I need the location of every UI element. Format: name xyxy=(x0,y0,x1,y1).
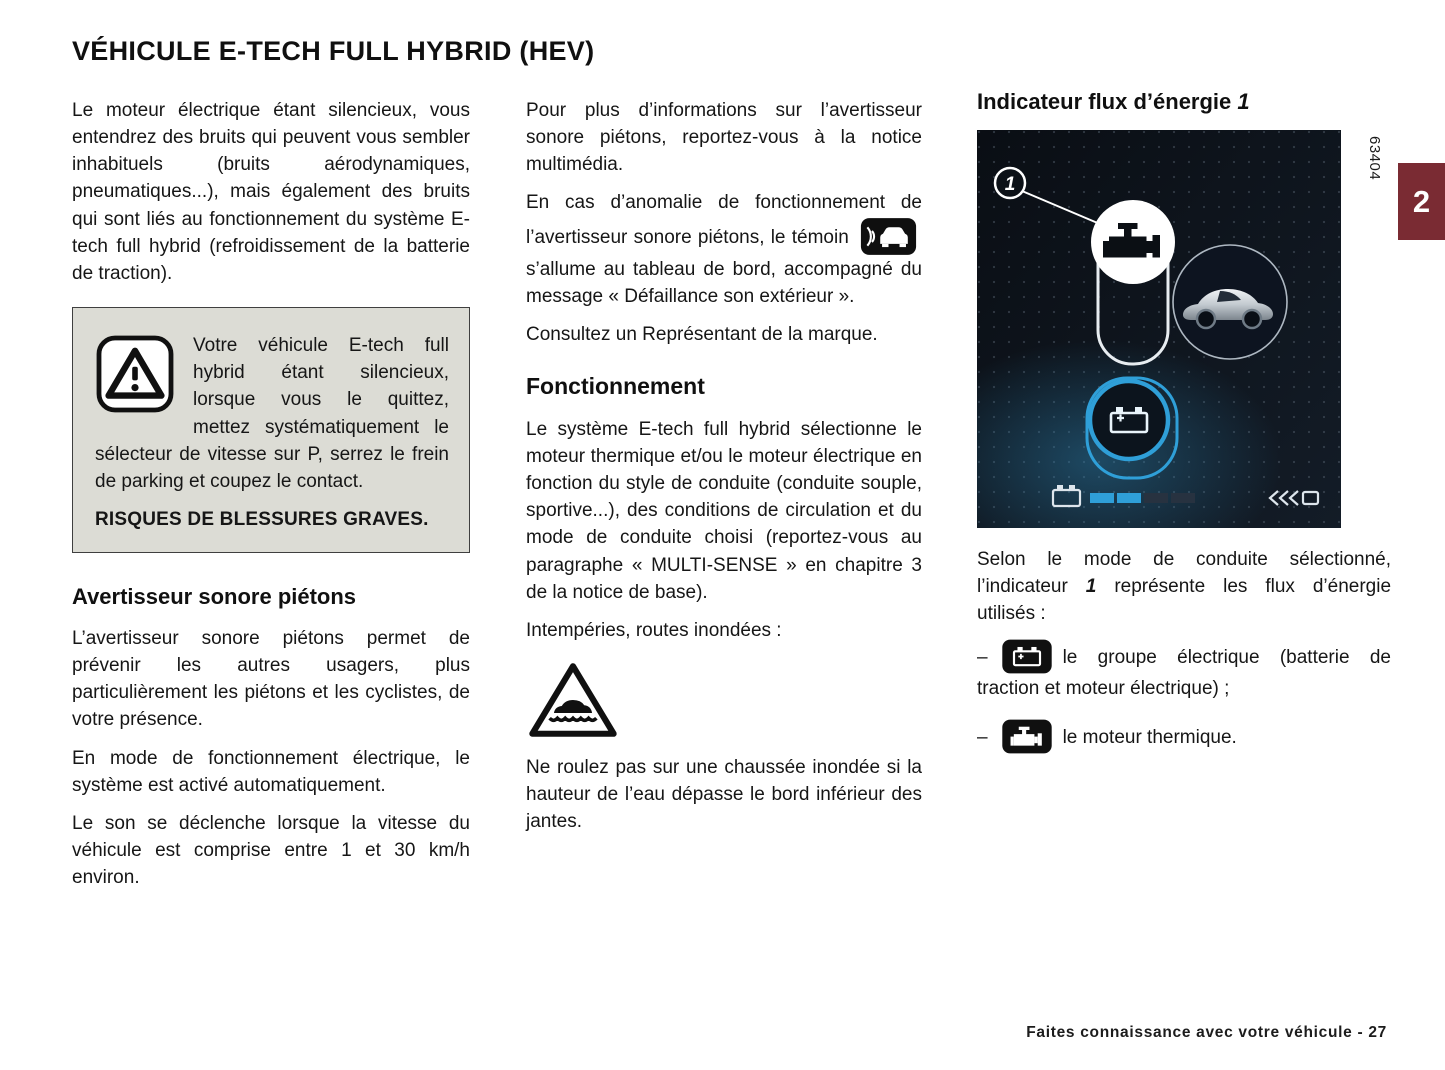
paragraph xyxy=(977,546,1391,627)
list-dash: – xyxy=(977,646,988,668)
list-item xyxy=(977,638,1391,702)
text-span: représente les flux d’énergie utilisés : xyxy=(977,575,1392,624)
paragraph: Intempéries, routes inondées : xyxy=(526,619,782,641)
paragraph: Le système E-tech full hybrid sélectionne le moteur thermique et/ou le moteur électrique en fonction du style de conduite (conduite souple, sportive...), des conditions de circulation et du mode de conduite choisi (reportez-vous au paragraphe « MULTI-SENSE » en chapitre 3 de la notice de base). xyxy=(526,418,922,603)
chapter-number: 2 xyxy=(1412,183,1431,219)
column-middle xyxy=(526,97,922,847)
paragraph-with-telltale xyxy=(526,189,922,309)
pedestrian-horn-warning-icon xyxy=(860,217,917,256)
page-footer: Faites connaissance avec votre véhicule - 27 xyxy=(1026,1024,1387,1041)
text-span: le moteur thermique. xyxy=(1062,727,1237,749)
paragraph: Consultez un Représentant de la marque. xyxy=(526,323,878,345)
callout-1-label: 1 xyxy=(1004,173,1016,195)
text-span: Selon le mode de conduite sélectionné, l’indicateur xyxy=(977,548,1391,597)
list-dash: – xyxy=(977,727,988,749)
engine-icon xyxy=(1001,718,1053,755)
column-right xyxy=(977,88,1391,771)
page-title: VÉHICULE E-TECH FULL HYBRID (HEV) xyxy=(72,36,595,66)
figure-code: 63404 xyxy=(1341,130,1385,180)
chapter-tab xyxy=(1398,163,1445,240)
intro-paragraph: Le moteur électrique étant silencieux, vous entendrez des bruits qui peuvent vous sembler inhabituels (bruits aérodynamiques, pneumatiques...), mais également des bruits qui sont liés au fonctionnement du système E-tech full hybrid (refroidissement de la batterie de traction). xyxy=(72,100,470,284)
paragraph: Le son se déclenche lorsque la vitesse du véhicule est comprise entre 1 et 30 km/h environ. xyxy=(72,812,470,889)
text-span: s’allume au tableau de bord, accompagné du message « Défaillance son extérieur ». xyxy=(526,258,922,307)
section-heading-fonctionnement: Fonctionnement xyxy=(526,373,705,400)
battery-icon xyxy=(1001,638,1053,675)
warning-emphasis: RISQUES DE BLESSURES GRAVES. xyxy=(95,509,429,531)
figure-reference: 1 xyxy=(1085,575,1097,597)
section-heading-avertisseur: Avertisseur sonore piétons xyxy=(72,584,357,610)
energy-flow-figure xyxy=(977,130,1391,528)
text-span: Indicateur flux d’énergie xyxy=(977,89,1232,114)
warning-text: Votre véhicule E-tech full hybrid étant silencieux, lorsque vous le quittez, mettez systématiquement le sélecteur de vitesse sur P, serrez le frein de parking et coupez le contact. xyxy=(95,335,449,492)
text-span: En cas d’anomalie de fonctionnement de l’avertisseur sonore piétons, le témoin xyxy=(526,192,922,248)
car-image xyxy=(1173,245,1287,359)
text-span: le groupe électrique (batterie de traction et moteur électrique) ; xyxy=(977,646,1391,699)
warning-box xyxy=(72,307,470,553)
battery-icon xyxy=(1090,381,1168,459)
warning-triangle-icon xyxy=(95,334,175,414)
flooded-road-warning-icon xyxy=(528,660,922,740)
list-item xyxy=(977,718,1391,755)
paragraph: Ne roulez pas sur une chaussée inondée si la hauteur de l’eau dépasse le bord inférieur des jantes. xyxy=(526,757,922,833)
figure-reference: 1 xyxy=(1237,89,1250,114)
paragraph: L’avertisseur sonore piétons permet de prévenir les autres usagers, plus particulièrement les piétons et les cyclistes, de votre présence. xyxy=(72,627,470,731)
energy-flow-screen xyxy=(977,130,1341,528)
section-heading-indicateur xyxy=(977,88,1391,116)
paragraph: En mode de fonctionnement électrique, le système est activé automatiquement. xyxy=(72,747,470,796)
engine-icon xyxy=(1091,200,1175,284)
column-left xyxy=(72,97,470,902)
paragraph: Pour plus d’informations sur l’avertisseur sonore piétons, reportez-vous à la notice multimédia. xyxy=(526,100,922,176)
